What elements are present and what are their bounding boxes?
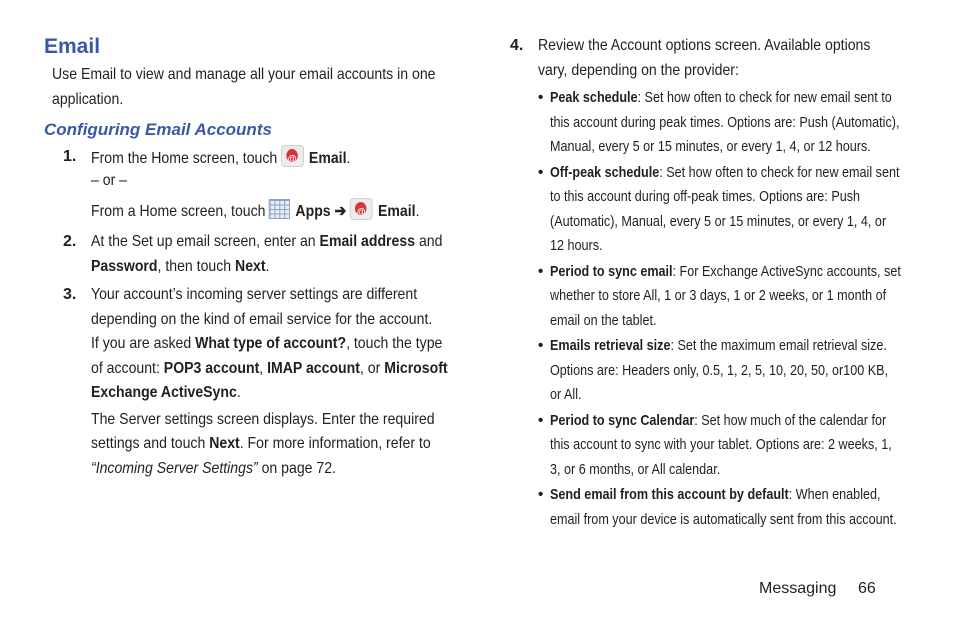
step-1: 1. From the Home screen, touch@ Email. – or – From a Home screen, touch Apps ➔@ Email. [44, 145, 464, 225]
bullet-icon: • [538, 163, 544, 181]
option-description: : Set how much of the calendar for [694, 411, 887, 429]
step-number: 2. [63, 233, 77, 250]
step-number: 3. [63, 286, 77, 303]
option-description: to this account during off-peak times. Options are: Push [550, 188, 861, 205]
email-app-icon [350, 198, 373, 220]
option-description: email on the tablet. [550, 311, 657, 329]
step-number: 4. [510, 37, 524, 54]
bullet-icon: • [538, 486, 544, 503]
right-column [510, 34, 910, 532]
options-list [510, 86, 910, 532]
option-description: this account during peak times. Options are: Push (Automatic), [550, 113, 900, 131]
option-description: or All. [550, 386, 582, 403]
step-text: From a Home screen, touch [91, 202, 266, 220]
page-title: Email [44, 35, 101, 58]
option-description: : Set how often to check for new email sent [659, 163, 900, 181]
option-term: Emails retrieval size [550, 337, 671, 354]
option-description: (Automatic), Manual, every 5 or 15 minutes, or every 1, 4, or [550, 212, 887, 230]
apps-grid-icon [269, 199, 290, 219]
step-3: 3. Your account’s incoming server settings are different depending on the kind of email service for the account. If you are asked What type of account?, touch the type of account: POP3 account, IMAP account, or Microsoft Exchange ActiveSync. The Server settings screen displays. Enter the required settings and touch Next. For more information, refer to “Incoming Server Settings” on page 72. [44, 283, 464, 481]
option-description: whether to store All, 1 or 3 days, 1 or 2 weeks, or 1 month of [550, 287, 887, 304]
cross-reference: “Incoming Server Settings” [91, 459, 258, 477]
arrow-icon: ➔ [334, 202, 347, 220]
page-number: 66 [858, 580, 876, 597]
bullet-icon: • [538, 262, 544, 280]
option-description: Options are: Headers only, 0.5, 1, 2, 5, 10, 20, 50, or100 KB, [550, 361, 889, 379]
intro-line: application. [52, 90, 124, 108]
bullet-icon: • [538, 411, 544, 429]
bullet-icon: • [538, 337, 544, 354]
email-label: Email [378, 202, 416, 220]
or-separator: – or – [91, 172, 128, 189]
option-description: : When enabled, [788, 486, 881, 503]
email-label: Email [308, 149, 347, 167]
option-item [510, 409, 910, 483]
apps-label: Apps [295, 202, 331, 220]
option-description: : Set how often to check for new email sent to [637, 89, 892, 106]
section-heading: Configuring Email Accounts [44, 119, 272, 139]
email-app-icon [281, 145, 304, 167]
option-term: Off-peak schedule [550, 163, 660, 181]
option-term: Send email from this account by default [550, 486, 789, 503]
option-description: Manual, every 5 or 15 minutes, or every 1, 4, or 12 hours. [550, 138, 871, 155]
option-item [510, 86, 910, 160]
intro-paragraph [52, 64, 464, 111]
step-2: 2. At the Set up email screen, enter an Email address and Password, then touch Next. [44, 230, 464, 279]
option-term: Peak schedule [550, 89, 638, 106]
option-item [510, 483, 910, 532]
footer-section: Messaging [759, 580, 837, 597]
option-description: this account to sync with your tablet. Options are: 2 weeks, 1, [550, 436, 892, 453]
option-description: email from your device is automatically sent from this account. [550, 510, 897, 528]
option-term: Period to sync Calendar [550, 411, 695, 429]
option-item [510, 260, 910, 334]
option-item [510, 161, 910, 259]
option-description: 12 hours. [550, 237, 603, 254]
option-item [510, 334, 910, 408]
step-number: 1. [63, 147, 77, 165]
option-description: : Set the maximum email retrieval size. [670, 337, 887, 354]
option-description: 3, or 6 months, or All calendar. [550, 460, 721, 478]
bullet-icon: • [538, 89, 544, 106]
intro-line: Use Email to view and manage all your email accounts in one [52, 66, 436, 83]
step-4: 4. Review the Account options screen. Available options vary, depending on the provider: [510, 34, 910, 83]
left-column [44, 34, 464, 481]
option-term: Period to sync email [550, 262, 673, 280]
step-text: From the Home screen, touch [91, 149, 278, 167]
option-description: : For Exchange ActiveSync accounts, set [672, 262, 901, 280]
